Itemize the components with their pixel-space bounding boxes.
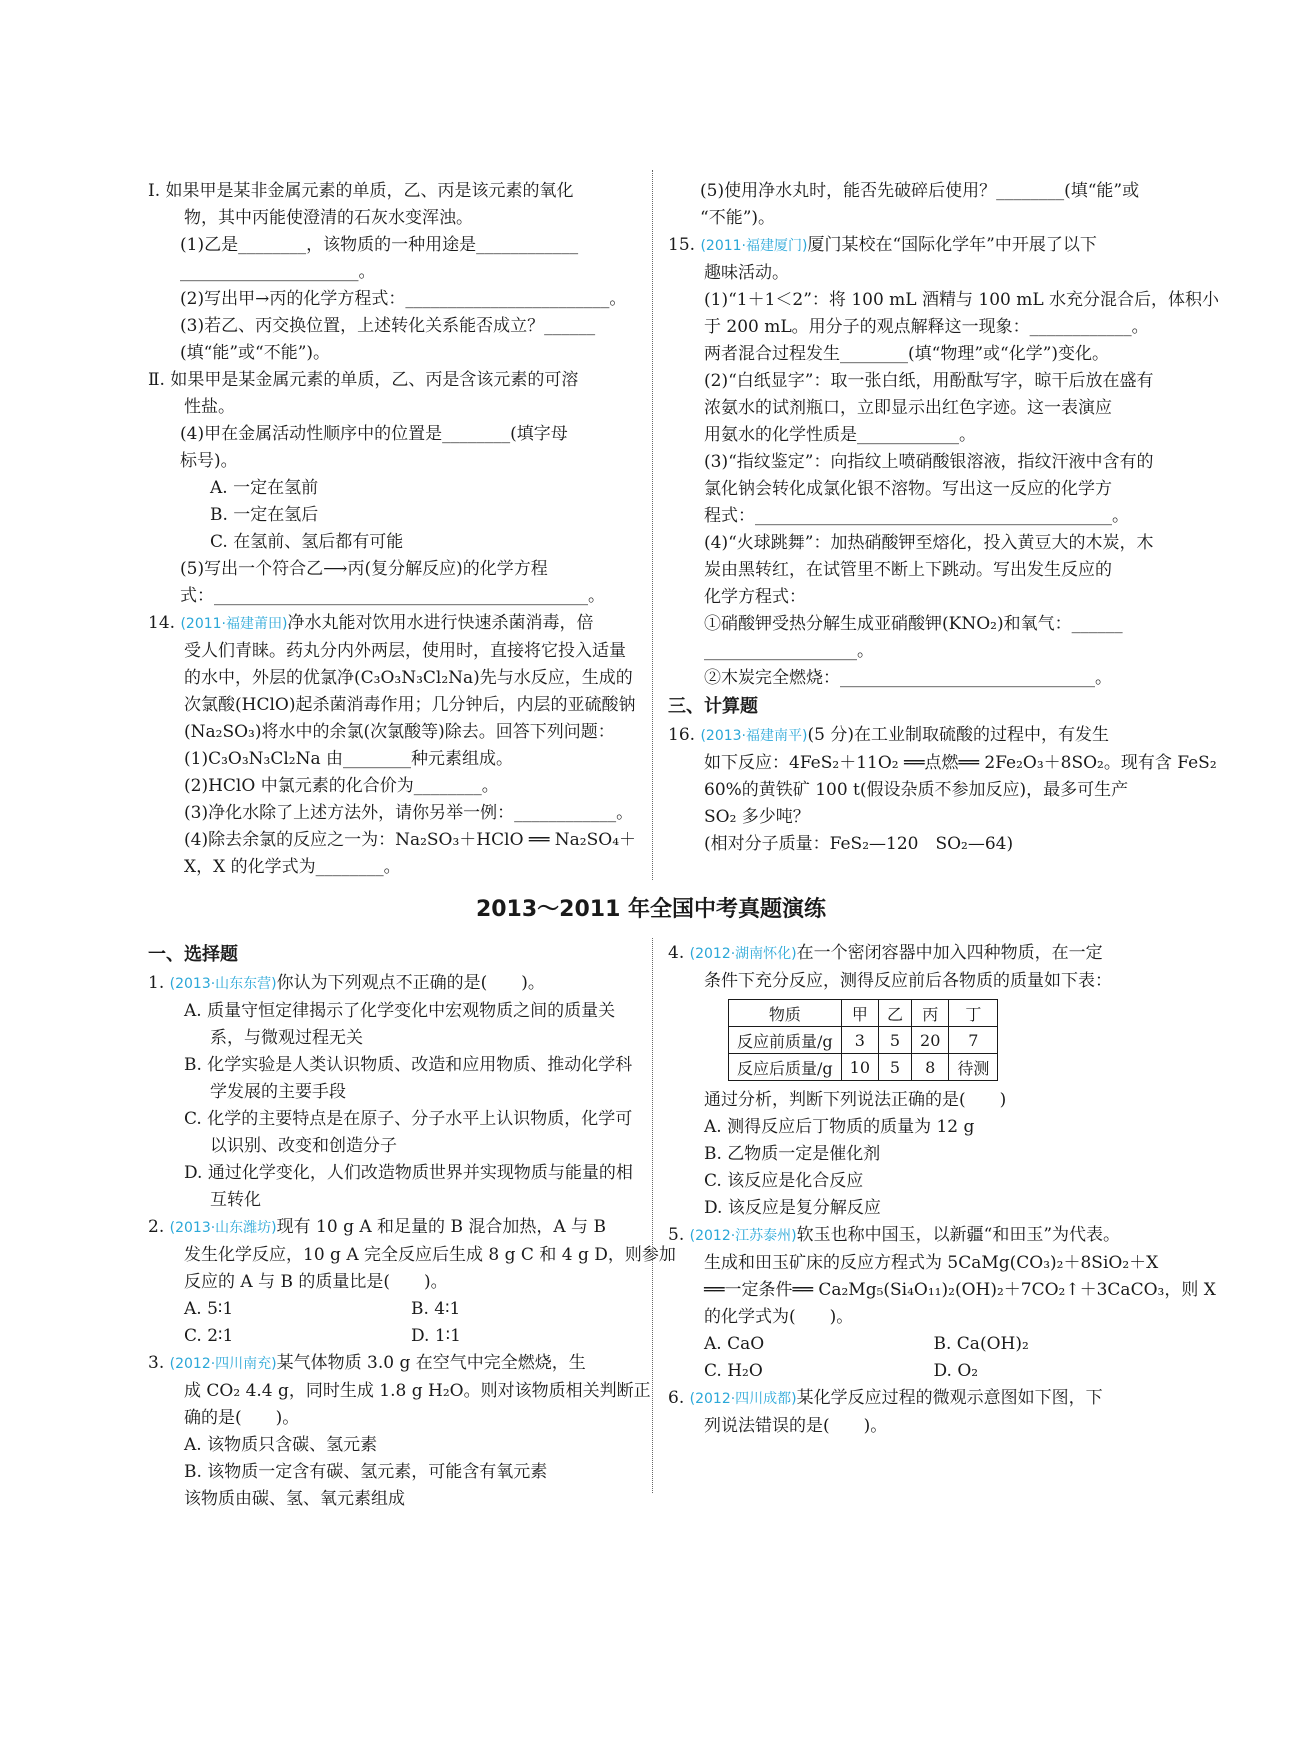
choice-option: C. 2∶1 (184, 1326, 234, 1346)
option-line: B. 化学实验是人类认识物质、改造和应用物质、推动化学科 (184, 1055, 633, 1075)
question-text: 现有 10 g A 和足量的 B 混合加热，A 与 B (276, 1217, 606, 1237)
question-line: ══一定条件══ Ca₂Mg₅(Si₄O₁₁)₂(OH)₂＋7CO₂↑＋3CaCO₃，则 X (704, 1280, 1216, 1300)
option-line: 系，与微观过程无关 (210, 1028, 363, 1048)
text-line: B. 一定在氢后 (210, 505, 319, 525)
table-cell: 7 (949, 1027, 998, 1054)
question-line: X，X 的化学式为________。 (184, 857, 401, 877)
text-line: 标号)。 (180, 451, 238, 471)
question-line: (1)“1＋1＜2”：将 100 mL 酒精与 100 mL 水充分混合后，体积小 (704, 290, 1220, 310)
table-cell: 10 (841, 1054, 878, 1081)
bottom-right-column (668, 940, 1216, 1440)
top-right-column (668, 178, 1220, 858)
question-text: 在一个密闭容器中加入四种物质，在一定 (796, 943, 1103, 963)
question-line: 如下反应：4FeS₂＋11O₂ ══点燃══ 2Fe₂O₃＋8SO₂。现有含 FeS₂ (704, 753, 1217, 773)
text-line: Ⅱ. 如果甲是某金属元素的单质，乙、丙是含该元素的可溶 (148, 370, 579, 390)
option-line: D. 该反应是复分解反应 (704, 1198, 881, 1218)
question-text: 软玉也称中国玉，以新疆“和田玉”为代表。 (796, 1225, 1121, 1245)
question-line: 趣味活动。 (704, 263, 789, 283)
question-line: (1)C₃O₃N₃Cl₂Na 由________种元素组成。 (184, 749, 514, 769)
choice-option: D. O₂ (933, 1361, 979, 1381)
choice-option: B. 4∶1 (411, 1299, 461, 1319)
choice-row (668, 1331, 1163, 1358)
choice-row (148, 1296, 638, 1323)
table-cell: 20 (912, 1027, 949, 1054)
question-line: 生成和田玉矿床的反应方程式为 5CaMg(CO₃)₂＋8SiO₂＋X (704, 1253, 1159, 1273)
question-line: __________________。 (704, 641, 874, 661)
question-first-line (668, 232, 1163, 260)
question-number: 14. (148, 613, 176, 633)
text-line: (1)乙是________，该物质的一种用途是____________ (180, 235, 579, 255)
question-line: (Na₂SO₃)将水中的余氯(次氯酸等)除去。回答下列问题： (184, 722, 615, 742)
question-line: 该物质由碳、氢、氧元素组成 (184, 1489, 405, 1509)
choice-option: A. 5∶1 (184, 1299, 234, 1319)
question-line: (3)“指纹鉴定”：向指纹上喷硝酸银溶液，指纹汗液中含有的 (704, 452, 1154, 472)
table-row (729, 1000, 998, 1027)
question-line: (2)HClO 中氯元素的化合价为________。 (184, 776, 499, 796)
source-tag: (2012·四川成都) (689, 1391, 797, 1407)
question-line: 发生化学反应，10 g A 完全反应后生成 8 g C 和 4 g D，则参加 (184, 1245, 676, 1265)
question-number: 15. (668, 235, 696, 255)
question-line: 成 CO₂ 4.4 g，同时生成 1.8 g H₂O。则对该物质相关判断正 (184, 1381, 651, 1401)
question-3 (148, 1350, 651, 1513)
table-cell: 反应后质量/g (729, 1054, 842, 1081)
question-line: 两者混合过程发生________(填“物理”或“化学”)变化。 (704, 344, 1110, 364)
exam-title: 2013～2011 年全国中考真题演练 (475, 897, 827, 922)
table-cell: 8 (912, 1054, 949, 1081)
mass-table (728, 999, 998, 1081)
question-text: 净水丸能对饮用水进行快速杀菌消毒，倍 (287, 613, 594, 633)
question-number: 6. (668, 1388, 685, 1408)
question-line: (3)净化水除了上述方法外，请你另举一例：____________。 (184, 803, 634, 823)
source-tag: (2011·福建厦门) (700, 238, 808, 254)
question-line: (相对分子质量：FeS₂—120 SO₂—64) (704, 834, 1014, 854)
table-cell: 5 (879, 1054, 912, 1081)
question-line: ②木炭完全燃烧：______________________________。 (704, 668, 1112, 688)
bottom-left-column (148, 940, 676, 1513)
question-text: 你认为下列观点不正确的是( )。 (276, 973, 545, 993)
table-cell: 物质 (729, 1000, 842, 1027)
table-cell: 反应前质量/g (729, 1027, 842, 1054)
question-first-line (148, 970, 638, 998)
question-line: 的化学式为( )。 (704, 1307, 854, 1327)
text-line: (2)写出甲→丙的化学方程式：________________________。 (180, 289, 627, 309)
question-line: 的水中，外层的优氯净(C₃O₃N₃Cl₂Na)先与水反应，生成的 (184, 668, 633, 688)
question-line: 浓氨水的试剂瓶口，立即显示出红色字迹。这一表演应 (704, 398, 1112, 418)
choice-option: D. 1∶1 (411, 1326, 461, 1346)
question-first-line (148, 610, 638, 638)
column-divider-top (652, 170, 653, 880)
question-line: 于 200 mL。用分子的观点解释这一现象：____________。 (704, 317, 1149, 337)
text-line: (5)使用净水丸时，能否先破碎后使用？________(填“能”或 (700, 181, 1140, 201)
question-5 (668, 1222, 1216, 1385)
text-line: (3)若乙、丙交换位置，上述转化关系能否成立？______ (180, 316, 596, 336)
question-line: 炭由黑转红，在试管里不断上下跳动。写出发生反应的 (704, 560, 1112, 580)
question-first-line (148, 1214, 638, 1242)
source-tag: (2013·山东潍坊) (169, 1220, 277, 1236)
table-cell: 3 (841, 1027, 878, 1054)
text-line: “不能”)。 (700, 208, 776, 228)
source-tag: (2013·山东东营) (169, 976, 277, 992)
question-16 (668, 722, 1217, 858)
question-line: B. 该物质一定含有碳、氢元素，可能含有氧元素 (184, 1462, 548, 1482)
question-line: 化学方程式： (704, 587, 806, 607)
question-6 (668, 1385, 1163, 1440)
source-tag: (2011·福建莆田) (180, 616, 288, 632)
question-first-line (668, 722, 1163, 750)
question-line: (4)除去余氯的反应之一为：Na₂SO₃＋HClO ══ Na₂SO₄＋ (184, 830, 637, 850)
question-number: 4. (668, 943, 685, 963)
table-row (729, 1027, 998, 1054)
text-line: (4)甲在金属活动性顺序中的位置是________(填字母 (180, 424, 568, 444)
question-line: 用氨水的化学性质是____________。 (704, 425, 976, 445)
option-line: C. 该反应是化合反应 (704, 1171, 864, 1191)
question-line: A. 该物质只含碳、氢元素 (184, 1435, 378, 1455)
question-15 (668, 232, 1220, 692)
question-first-line (668, 1222, 1163, 1250)
source-tag: (2012·江苏泰州) (689, 1228, 797, 1244)
question-line: 次氯酸(HClO)起杀菌消毒作用；几分钟后，内层的亚硫酸钠 (184, 695, 636, 715)
table-row (729, 1054, 998, 1081)
table-cell: 丁 (949, 1000, 998, 1027)
option-line: 学发展的主要手段 (210, 1082, 346, 1102)
option-line: 通过分析，判断下列说法正确的是( ) (704, 1090, 1007, 1110)
text-line: (填“能”或“不能”)。 (180, 343, 331, 363)
choice-option: A. CaO (704, 1334, 765, 1354)
section-heading-choice: 一、选择题 (148, 944, 238, 965)
section-heading-calculation: 三、计算题 (668, 696, 758, 717)
question-line: 反应的 A 与 B 的质量比是( )。 (184, 1272, 448, 1292)
text-line: _____________________。 (180, 262, 376, 282)
column-divider-bottom (652, 938, 653, 1493)
question-text: (5 分)在工业制取硫酸的过程中，有发生 (807, 725, 1109, 745)
question-text: 某化学反应过程的微观示意图如下图，下 (796, 1388, 1103, 1408)
choice-row (148, 1323, 638, 1350)
question-number: 16. (668, 725, 696, 745)
table-cell: 丙 (912, 1000, 949, 1027)
text-line: C. 在氢前、氢后都有可能 (210, 532, 404, 552)
question-4 (668, 940, 1163, 1222)
question-line: 程式：__________________________________________。 (704, 506, 1129, 526)
question-2 (148, 1214, 676, 1350)
question-14-continued (668, 178, 1163, 232)
source-tag: (2013·福建南平) (700, 728, 808, 744)
option-line: 互转化 (210, 1190, 261, 1210)
option-line: A. 测得反应后丁物质的质量为 12 g (704, 1117, 975, 1137)
table-cell: 甲 (841, 1000, 878, 1027)
top-left-column (148, 178, 638, 881)
option-line: A. 质量守恒定律揭示了化学变化中宏观物质之间的质量关 (184, 1001, 616, 1021)
option-line: B. 乙物质一定是催化剂 (704, 1144, 881, 1164)
text-line: (5)写出一个符合乙⟶丙(复分解反应)的化学方程 (180, 559, 548, 579)
question-line: SO₂ 多少吨？ (704, 807, 810, 827)
question-first-line (668, 1385, 1163, 1413)
question-line: (2)“白纸显字”：取一张白纸，用酚酞写字，晾干后放在盛有 (704, 371, 1154, 391)
table-cell: 待测 (949, 1054, 998, 1081)
text-line: 式：____________________________________________。 (180, 586, 605, 606)
question-number: 1. (148, 973, 165, 993)
source-tag: (2012·湖南怀化) (689, 946, 797, 962)
question-line: 60%的黄铁矿 100 t(假设杂质不参加反应)，最多可生产 (704, 780, 1129, 800)
question-number: 3. (148, 1353, 165, 1373)
text-line: 性盐。 (184, 397, 235, 417)
table-cell: 5 (879, 1027, 912, 1054)
question-line: 确的是( )。 (184, 1408, 300, 1428)
question-13-continued (148, 178, 638, 610)
text-line: Ⅰ. 如果甲是某非金属元素的单质，乙、丙是该元素的氧化 (148, 181, 574, 201)
option-line: D. 通过化学变化，人们改造物质世界并实现物质与能量的相 (184, 1163, 633, 1183)
question-number: 5. (668, 1225, 685, 1245)
question-1 (148, 970, 638, 1214)
question-text: 厦门某校在“国际化学年”中开展了以下 (807, 235, 1097, 255)
table-cell: 乙 (879, 1000, 912, 1027)
question-14 (148, 610, 638, 881)
question-line: 受人们青睐。药丸分内外两层，使用时，直接将它投入适量 (184, 641, 626, 661)
text-line: A. 一定在氢前 (210, 478, 319, 498)
choice-option: C. H₂O (704, 1361, 763, 1381)
choice-option: B. Ca(OH)₂ (933, 1334, 1029, 1354)
question-first-line (148, 1350, 638, 1378)
option-line: C. 化学的主要特点是在原子、分子水平上认识物质，化学可 (184, 1109, 633, 1129)
text-line: 物，其中丙能使澄清的石灰水变浑浊。 (184, 208, 473, 228)
question-line: (4)“火球跳舞”：加热硝酸钾至熔化，投入黄豆大的木炭，木 (704, 533, 1154, 553)
question-number: 2. (148, 1217, 165, 1237)
question-line: 列说法错误的是( )。 (704, 1416, 888, 1436)
question-line: 条件下充分反应，测得反应前后各物质的质量如下表： (704, 971, 1112, 991)
question-line: 氯化钠会转化成氯化银不溶物。写出这一反应的化学方 (704, 479, 1112, 499)
question-first-line (668, 940, 1163, 968)
choice-row (668, 1358, 1163, 1385)
question-text: 某气体物质 3.0 g 在空气中完全燃烧，生 (276, 1353, 586, 1373)
question-line: ①硝酸钾受热分解生成亚硝酸钾(KNO₂)和氧气：______ (704, 614, 1123, 634)
source-tag: (2012·四川南充) (169, 1356, 277, 1372)
option-line: 以识别、改变和创造分子 (210, 1136, 397, 1156)
